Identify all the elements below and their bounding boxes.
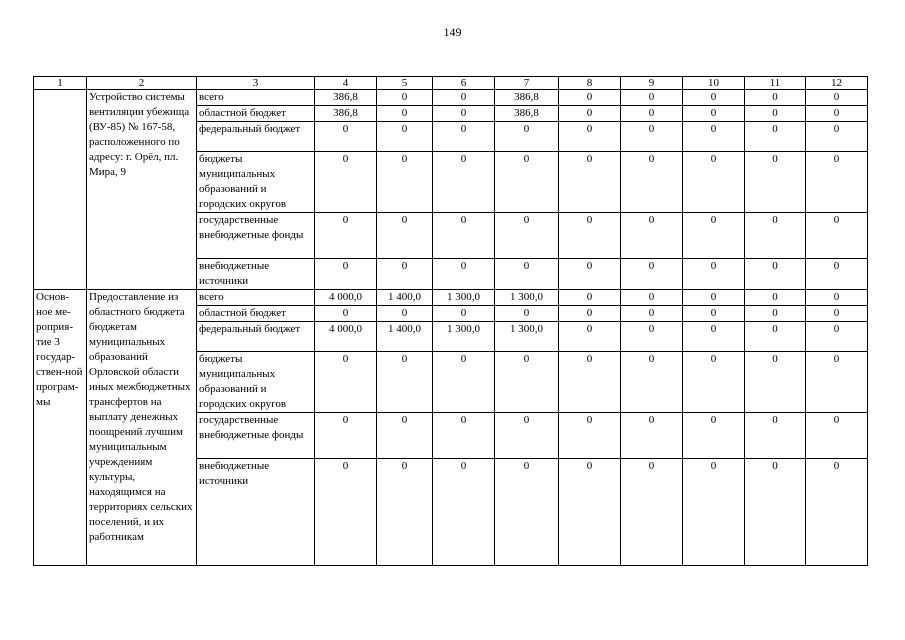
column-header-2: 2 — [87, 77, 197, 90]
column-header-4: 4 — [315, 77, 377, 90]
value-cell: 0 — [745, 306, 806, 322]
column-header-8: 8 — [559, 77, 621, 90]
table-row — [34, 290, 868, 306]
value-cell: 0 — [621, 290, 683, 306]
value-cell: 0 — [806, 306, 868, 322]
value-cell: 0 — [683, 352, 745, 413]
value-cell: 0 — [806, 90, 868, 106]
value-cell: 0 — [683, 90, 745, 106]
column-header-1: 1 — [34, 77, 87, 90]
value-cell: 386,8 — [315, 90, 377, 106]
funding-source-cell: внебюджетные источники — [197, 259, 315, 290]
column-header-7: 7 — [495, 77, 559, 90]
value-cell: 0 — [433, 306, 495, 322]
value-cell: 0 — [745, 259, 806, 290]
value-cell: 0 — [683, 322, 745, 352]
value-cell: 1 400,0 — [377, 290, 433, 306]
table-row — [34, 90, 868, 106]
funding-source-cell: федеральный бюджет — [197, 122, 315, 152]
value-cell: 0 — [806, 213, 868, 259]
value-cell: 0 — [495, 413, 559, 459]
value-cell: 0 — [683, 459, 745, 566]
value-cell: 0 — [315, 122, 377, 152]
page-number: 149 — [443, 25, 462, 39]
value-cell: 0 — [745, 106, 806, 122]
value-cell: 1 300,0 — [433, 290, 495, 306]
value-cell: 0 — [745, 213, 806, 259]
value-cell: 0 — [559, 106, 621, 122]
event-type-cell: Основ-ное ме-роприя-тие 3 государ-ствен-ной програм-мы — [34, 290, 87, 566]
value-cell: 0 — [621, 352, 683, 413]
column-header-5: 5 — [377, 77, 433, 90]
value-cell: 0 — [315, 352, 377, 413]
funding-source-cell: бюджеты муниципальных образований и городских округов — [197, 152, 315, 213]
value-cell: 0 — [559, 259, 621, 290]
value-cell: 0 — [806, 459, 868, 566]
value-cell: 0 — [377, 152, 433, 213]
value-cell: 0 — [315, 213, 377, 259]
value-cell: 0 — [621, 106, 683, 122]
value-cell: 0 — [745, 322, 806, 352]
value-cell: 0 — [377, 213, 433, 259]
funding-source-cell: областной бюджет — [197, 106, 315, 122]
value-cell: 0 — [559, 290, 621, 306]
value-cell: 0 — [806, 122, 868, 152]
column-header-11: 11 — [745, 77, 806, 90]
value-cell: 4 000,0 — [315, 322, 377, 352]
value-cell: 0 — [433, 459, 495, 566]
value-cell: 0 — [315, 259, 377, 290]
header-row — [34, 77, 868, 90]
value-cell: 0 — [621, 152, 683, 213]
value-cell: 0 — [621, 306, 683, 322]
funding-source-cell: государственные внебюджетные фонды — [197, 213, 315, 259]
value-cell: 0 — [559, 322, 621, 352]
value-cell: 0 — [683, 306, 745, 322]
value-cell: 0 — [433, 90, 495, 106]
value-cell: 0 — [559, 90, 621, 106]
value-cell: 0 — [433, 413, 495, 459]
value-cell: 0 — [495, 459, 559, 566]
value-cell: 0 — [683, 290, 745, 306]
value-cell: 0 — [559, 122, 621, 152]
value-cell: 0 — [559, 459, 621, 566]
value-cell: 0 — [806, 290, 868, 306]
value-cell: 0 — [621, 213, 683, 259]
value-cell: 0 — [495, 306, 559, 322]
funding-source-cell: государственные внебюджетные фонды — [197, 413, 315, 459]
value-cell: 0 — [433, 352, 495, 413]
funding-source-cell: всего — [197, 90, 315, 106]
value-cell: 0 — [683, 213, 745, 259]
value-cell: 0 — [621, 413, 683, 459]
event-name-cell: Предоставление из областного бюджета бюджетам муниципальных образований Орловской области иных межбюджетных трансфертов на выплату денежных поощрений лучшим муниципальным учреждениям культуры, находящимся на территориях сельских поселений, и их работникам — [87, 290, 197, 566]
value-cell: 0 — [377, 122, 433, 152]
value-cell: 0 — [683, 413, 745, 459]
value-cell: 0 — [806, 322, 868, 352]
value-cell: 0 — [433, 259, 495, 290]
value-cell: 1 300,0 — [495, 290, 559, 306]
value-cell: 0 — [683, 152, 745, 213]
value-cell: 0 — [377, 90, 433, 106]
value-cell: 0 — [745, 152, 806, 213]
budget-table — [33, 76, 868, 566]
value-cell: 0 — [495, 152, 559, 213]
value-cell: 1 300,0 — [433, 322, 495, 352]
value-cell: 0 — [806, 152, 868, 213]
value-cell: 386,8 — [495, 106, 559, 122]
funding-source-cell: внебюджетные источники — [197, 459, 315, 566]
funding-source-cell: всего — [197, 290, 315, 306]
value-cell: 0 — [621, 259, 683, 290]
value-cell: 0 — [683, 259, 745, 290]
value-cell: 1 400,0 — [377, 322, 433, 352]
value-cell: 0 — [495, 122, 559, 152]
value-cell: 0 — [621, 122, 683, 152]
value-cell: 0 — [377, 352, 433, 413]
value-cell: 0 — [559, 306, 621, 322]
value-cell: 0 — [806, 352, 868, 413]
value-cell: 0 — [433, 122, 495, 152]
value-cell: 0 — [806, 106, 868, 122]
value-cell: 0 — [745, 90, 806, 106]
value-cell: 0 — [377, 106, 433, 122]
value-cell: 0 — [559, 213, 621, 259]
value-cell: 386,8 — [315, 106, 377, 122]
value-cell: 0 — [745, 413, 806, 459]
value-cell: 0 — [315, 306, 377, 322]
value-cell: 0 — [806, 413, 868, 459]
value-cell: 0 — [683, 106, 745, 122]
value-cell: 0 — [621, 322, 683, 352]
value-cell: 0 — [745, 122, 806, 152]
value-cell: 0 — [745, 352, 806, 413]
funding-source-cell: федеральный бюджет — [197, 322, 315, 352]
value-cell: 0 — [559, 413, 621, 459]
value-cell: 0 — [433, 106, 495, 122]
value-cell: 0 — [377, 459, 433, 566]
column-header-6: 6 — [433, 77, 495, 90]
value-cell: 0 — [495, 259, 559, 290]
value-cell: 1 300,0 — [495, 322, 559, 352]
funding-source-cell: бюджеты муниципальных образований и городских округов — [197, 352, 315, 413]
value-cell: 0 — [315, 413, 377, 459]
funding-source-cell: областной бюджет — [197, 306, 315, 322]
value-cell: 0 — [621, 90, 683, 106]
column-header-9: 9 — [621, 77, 683, 90]
value-cell: 0 — [433, 213, 495, 259]
value-cell: 0 — [559, 352, 621, 413]
column-header-10: 10 — [683, 77, 745, 90]
event-name-cell: Устройство системы вентиляции убежища (ВУ-85) № 167-58, расположенного по адресу: г. Орёл, пл. Мира, 9 — [87, 90, 197, 290]
value-cell: 0 — [495, 213, 559, 259]
value-cell: 0 — [315, 152, 377, 213]
event-type-cell — [34, 90, 87, 290]
value-cell: 0 — [745, 459, 806, 566]
value-cell: 0 — [377, 413, 433, 459]
value-cell: 0 — [377, 259, 433, 290]
value-cell: 0 — [315, 459, 377, 566]
value-cell: 0 — [806, 259, 868, 290]
value-cell: 0 — [621, 459, 683, 566]
value-cell: 4 000,0 — [315, 290, 377, 306]
value-cell: 0 — [433, 152, 495, 213]
column-header-3: 3 — [197, 77, 315, 90]
column-header-12: 12 — [806, 77, 868, 90]
value-cell: 0 — [559, 152, 621, 213]
value-cell: 0 — [495, 352, 559, 413]
value-cell: 386,8 — [495, 90, 559, 106]
value-cell: 0 — [683, 122, 745, 152]
value-cell: 0 — [745, 290, 806, 306]
value-cell: 0 — [377, 306, 433, 322]
